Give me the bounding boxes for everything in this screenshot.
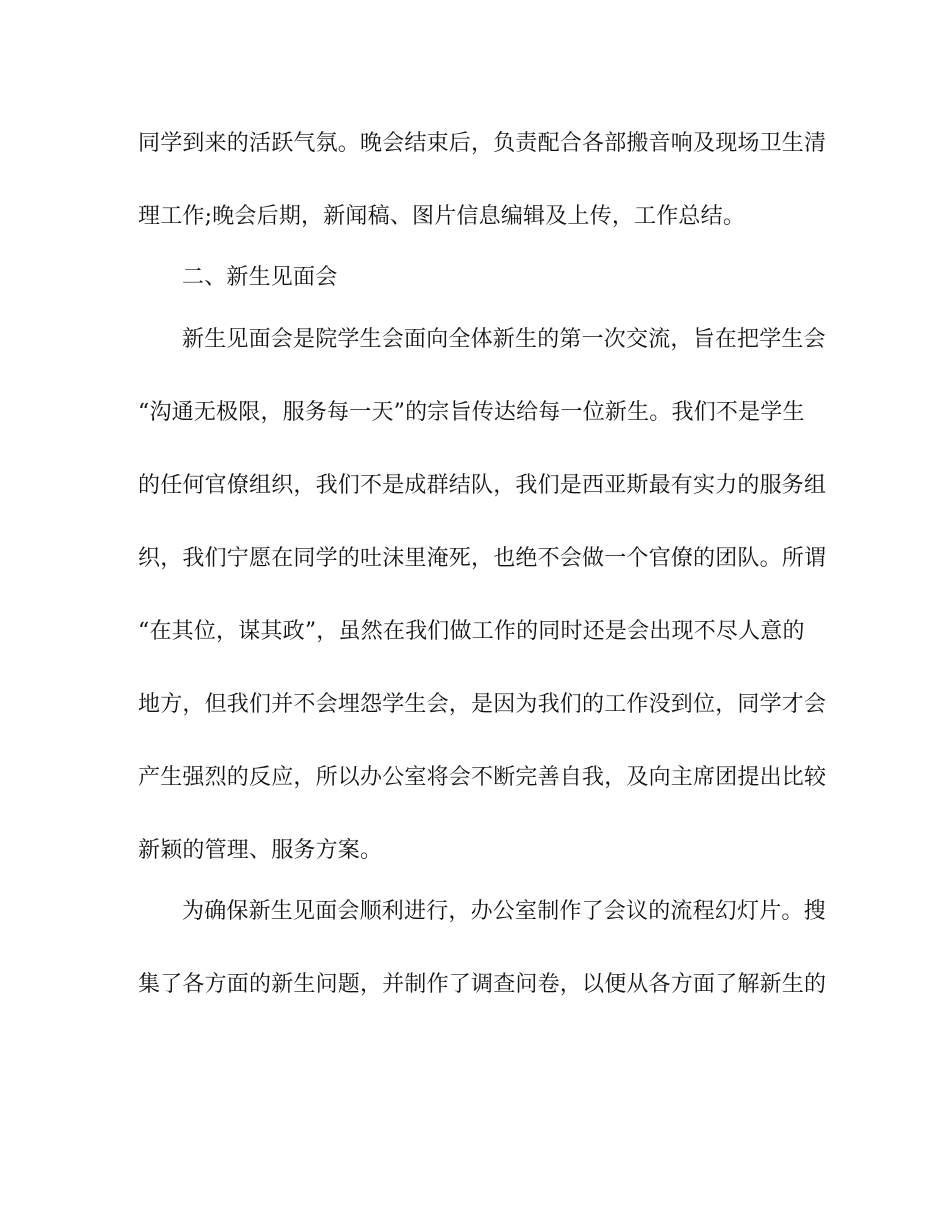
paragraph-line: 产生强烈的反应，所以办公室将会不断完善自我，及向主席团提出比较 xyxy=(138,765,827,790)
paragraph-line: 地方，但我们并不会埋怨学生会，是因为我们的工作没到位，同学才会 xyxy=(138,692,827,717)
paragraph-line: 为确保新生见面会顺利进行，办公室制作了会议的流程幻灯片。搜 xyxy=(182,899,826,924)
paragraph-line: 新生见面会是院学生会面向全体新生的第一次交流，旨在把学生会 xyxy=(182,327,826,352)
paragraph-line: 同学到来的活跃气氛。晚会结束后，负责配合各部搬音响及现场卫生清 xyxy=(138,131,827,156)
section-heading: 二、新生见面会 xyxy=(182,265,338,290)
paragraph-line: 理工作;晚会后期，新闻稿、图片信息编辑及上传，工作总结。 xyxy=(138,204,746,229)
paragraph-line: “沟通无极限，服务每一天”的宗旨传达给每一位新生。我们不是学生 xyxy=(138,400,805,425)
paragraph-line: 织，我们宁愿在同学的吐沫里淹死，也绝不会做一个官僚的团队。所谓 xyxy=(138,546,827,571)
paragraph-line: “在其位，谋其政”，虽然在我们做工作的同时还是会出现不尽人意的 xyxy=(138,619,805,644)
paragraph-line: 新颖的管理、服务方案。 xyxy=(138,838,383,863)
paragraph-line: 集了各方面的新生问题，并制作了调查问卷，以便从各方面了解新生的 xyxy=(138,972,827,997)
paragraph-line: 的任何官僚组织，我们不是成群结队，我们是西亚斯最有实力的服务组 xyxy=(138,473,827,498)
